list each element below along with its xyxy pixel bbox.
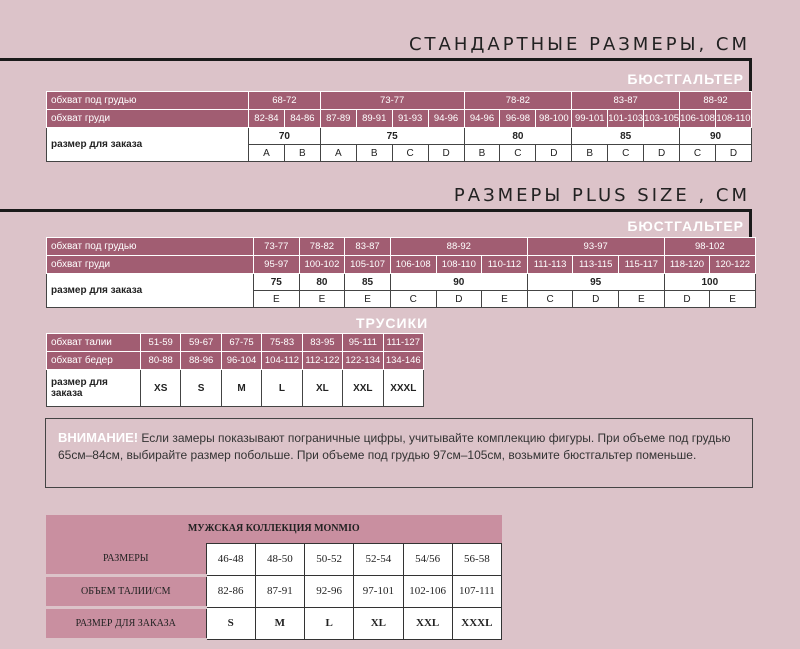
cell: L <box>305 607 354 639</box>
cell: 97-101 <box>354 575 403 607</box>
cell: 48-50 <box>255 543 304 575</box>
cell: 88-92 <box>390 238 527 256</box>
cell: D <box>664 291 710 308</box>
table-row <box>47 274 756 291</box>
cell: 122-134 <box>343 352 383 370</box>
cell: B <box>284 145 320 162</box>
panties-title: ТРУСИКИ <box>356 315 429 331</box>
row-label: обхват груди <box>47 110 249 128</box>
cell: 108-110 <box>715 110 751 128</box>
table-row <box>47 334 424 352</box>
cell: 91-93 <box>392 110 428 128</box>
cell: 102-106 <box>403 575 452 607</box>
cell: 80 <box>464 128 572 145</box>
row-label: обхват талии <box>47 334 141 352</box>
cell: 111-113 <box>527 256 573 274</box>
cell: E <box>619 291 665 308</box>
cell: XL <box>302 370 342 407</box>
cell: D <box>573 291 619 308</box>
cell: 75-83 <box>262 334 302 352</box>
plus-title: РАЗМЕРЫ PLUS SIZE , СМ <box>453 185 750 206</box>
row-label: размер для заказа <box>47 370 141 407</box>
cell: C <box>608 145 644 162</box>
cell: E <box>345 291 391 308</box>
row-label: размер для заказа <box>47 274 254 308</box>
cell: 54/56 <box>403 543 452 575</box>
row-label: РАЗМЕРЫ <box>46 543 206 575</box>
cell: 87-91 <box>255 575 304 607</box>
cell: 95 <box>527 274 664 291</box>
cell: B <box>356 145 392 162</box>
cell: 120-122 <box>710 256 756 274</box>
cell: 83-87 <box>572 92 680 110</box>
cell: D <box>715 145 751 162</box>
cell: 115-117 <box>619 256 665 274</box>
row-label: обхват под грудью <box>47 238 254 256</box>
cell: 98-102 <box>664 238 755 256</box>
cell: 87-89 <box>320 110 356 128</box>
cell: B <box>572 145 608 162</box>
cell: 78-82 <box>464 92 572 110</box>
warning-head: ВНИМАНИЕ! <box>58 430 139 445</box>
cell: 90 <box>390 274 527 291</box>
cell: XXL <box>403 607 452 639</box>
cell: L <box>262 370 302 407</box>
cell: 78-82 <box>299 238 345 256</box>
cell: XL <box>354 607 403 639</box>
cell: 134-146 <box>383 352 423 370</box>
cell: S <box>206 607 255 639</box>
cell: 107-111 <box>452 575 501 607</box>
table-row <box>47 238 756 256</box>
cell: C <box>392 145 428 162</box>
warning-box <box>45 418 753 488</box>
cell: D <box>436 291 482 308</box>
cell: XXXL <box>452 607 501 639</box>
cell: 93-97 <box>527 238 664 256</box>
cell: 51-59 <box>141 334 181 352</box>
cell: 108-110 <box>436 256 482 274</box>
cell: 82-86 <box>206 575 255 607</box>
cell: E <box>254 291 300 308</box>
cell: 73-77 <box>320 92 464 110</box>
cell: 95-97 <box>254 256 300 274</box>
cell: 98-100 <box>536 110 572 128</box>
cell: 89-91 <box>356 110 392 128</box>
cell: A <box>249 145 285 162</box>
cell: 100-102 <box>299 256 345 274</box>
cell: 68-72 <box>249 92 321 110</box>
men-table <box>46 515 502 641</box>
cell: 56-58 <box>452 543 501 575</box>
cell: 83-95 <box>302 334 342 352</box>
plus-bra-table <box>46 237 756 308</box>
cell: B <box>464 145 500 162</box>
row-label: обхват груди <box>47 256 254 274</box>
panties-table <box>46 333 424 407</box>
cell: 59-67 <box>181 334 221 352</box>
cell: 110-112 <box>482 256 528 274</box>
cell: 85 <box>345 274 391 291</box>
cell: 84-86 <box>284 110 320 128</box>
row-label: обхват под грудью <box>47 92 249 110</box>
cell: M <box>255 607 304 639</box>
table-row <box>46 575 502 607</box>
cell: C <box>500 145 536 162</box>
cell: 118-120 <box>664 256 710 274</box>
cell: 105-107 <box>345 256 391 274</box>
cell: 100 <box>664 274 755 291</box>
cell: D <box>644 145 680 162</box>
cell: 106-108 <box>680 110 716 128</box>
cell: 99-101 <box>572 110 608 128</box>
plus-subtitle: БЮСТГАЛЬТЕР <box>627 218 744 234</box>
cell: 70 <box>249 128 321 145</box>
cell: 94-96 <box>428 110 464 128</box>
cell: 96-98 <box>500 110 536 128</box>
cell: D <box>536 145 572 162</box>
cell: 90 <box>680 128 752 145</box>
cell: 46-48 <box>206 543 255 575</box>
cell: XXXL <box>383 370 423 407</box>
cell: 106-108 <box>390 256 436 274</box>
cell: 88-92 <box>680 92 752 110</box>
standard-bra-table <box>46 91 752 162</box>
cell: 75 <box>254 274 300 291</box>
cell: 101-103 <box>608 110 644 128</box>
cell: XS <box>141 370 181 407</box>
table-row <box>46 607 502 639</box>
cell: 83-87 <box>345 238 391 256</box>
table-row <box>47 352 424 370</box>
cell: 82-84 <box>249 110 285 128</box>
cell: 50-52 <box>305 543 354 575</box>
cell: 80-88 <box>141 352 181 370</box>
cell: E <box>299 291 345 308</box>
table-row <box>47 370 424 407</box>
table-row <box>46 515 502 543</box>
cell: 75 <box>320 128 464 145</box>
table-row <box>46 543 502 575</box>
cell: C <box>527 291 573 308</box>
table-row <box>47 256 756 274</box>
cell: 88-96 <box>181 352 221 370</box>
men-title: МУЖСКАЯ КОЛЛЕКЦИЯ MONMIO <box>46 515 502 543</box>
cell: S <box>181 370 221 407</box>
cell: 111-127 <box>383 334 423 352</box>
cell: XXL <box>343 370 383 407</box>
warning-text: Если замеры показывают пограничные цифры, учитывайте комплекцию фигуры. При объеме под грудью 65см–84см, выбирайте размер побольше. При объеме под грудью 97см–105см, возьмите бюстгальтер поменьше. <box>58 431 731 462</box>
row-label: размер для заказа <box>47 128 249 162</box>
cell: C <box>390 291 436 308</box>
cell: M <box>221 370 261 407</box>
cell: 73-77 <box>254 238 300 256</box>
table-row <box>47 92 752 110</box>
cell: 104-112 <box>262 352 302 370</box>
row-label: ОБЪЕМ ТАЛИИ/СМ <box>46 575 206 607</box>
cell: 103-105 <box>644 110 680 128</box>
standard-subtitle: БЮСТГАЛЬТЕР <box>627 71 744 87</box>
cell: C <box>680 145 716 162</box>
row-label: РАЗМЕР ДЛЯ ЗАКАЗА <box>46 607 206 639</box>
cell: 113-115 <box>573 256 619 274</box>
cell: 94-96 <box>464 110 500 128</box>
cell: 67-75 <box>221 334 261 352</box>
cell: 80 <box>299 274 345 291</box>
table-row <box>47 110 752 128</box>
cell: 85 <box>572 128 680 145</box>
cell: 112-122 <box>302 352 342 370</box>
cell: A <box>320 145 356 162</box>
cell: 96-104 <box>221 352 261 370</box>
cell: 95-111 <box>343 334 383 352</box>
cell: 92-96 <box>305 575 354 607</box>
cell: E <box>710 291 756 308</box>
cell: D <box>428 145 464 162</box>
row-label: обхват бедер <box>47 352 141 370</box>
standard-title: СТАНДАРТНЫЕ РАЗМЕРЫ, СМ <box>408 34 750 55</box>
cell: 52-54 <box>354 543 403 575</box>
table-row <box>47 128 752 145</box>
cell: E <box>482 291 528 308</box>
